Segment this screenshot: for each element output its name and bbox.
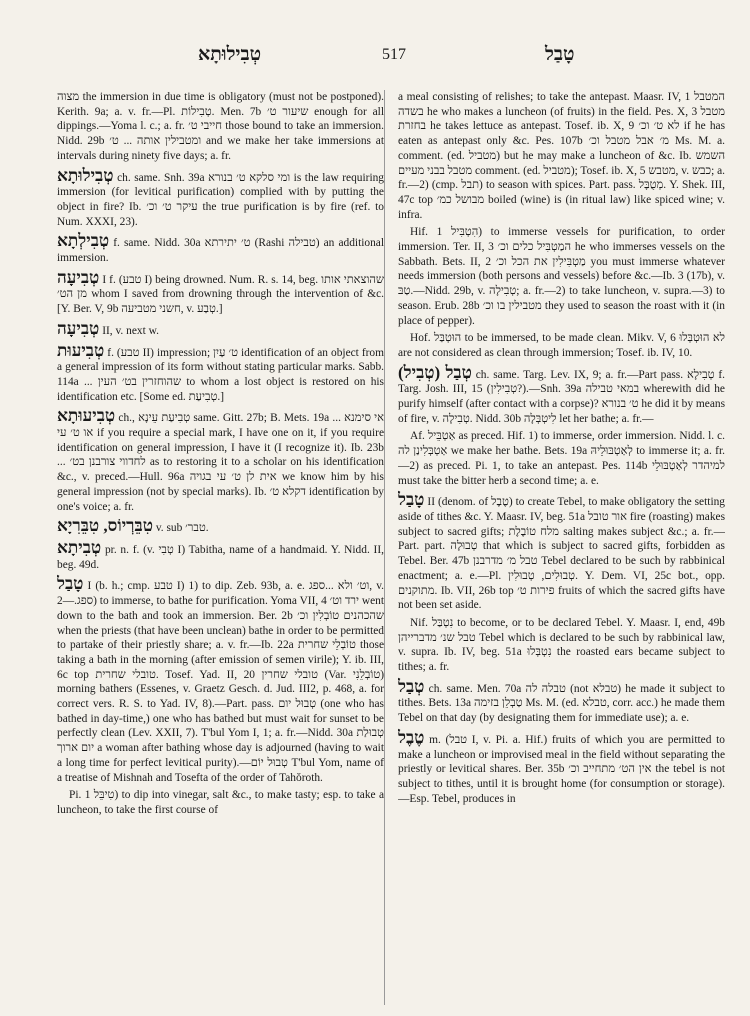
right-column <box>398 90 725 1005</box>
dictionary-entry <box>57 407 384 514</box>
entry-text: Nif. נִטְבַּל to become, or to be declared Tebel. Y. Maasr. I, end, 49b טבל שנ׳ מדברייהן Tebel which is declared to be such by rabbinical law, v. supra. Ib. IV, beg. 51a נִטְבְּלוּ the roasted ears became subject to tithes; a. fr. <box>398 616 725 674</box>
entry-text: II, v. next w. <box>102 324 159 337</box>
entry-text: I f. (טבע I) being drowned. Num. R. s. 14, beg. שהוצאתי אותו מן הט׳ whom I saved from drowning through the intervention of &c. [Y. Ber. V, 9b חשני מטביעה, v. טְבַע.] <box>57 273 384 316</box>
entry-headword: טְבִיעָה <box>57 267 100 287</box>
dictionary-entry <box>57 539 384 572</box>
dictionary-entry <box>398 364 725 427</box>
entry-text: ch. same. Men. 70a טבלה לה (not טבלא) he made it subject to tithes. Bets. 13a טַבְלֵן בזימה Ms. M. (ed. טבלא, corr. acc.) he made them Tebel on that day (by designating them for immediate use); a. e. <box>398 682 725 725</box>
dictionary-entry <box>398 225 725 328</box>
dictionary-entry <box>398 729 725 807</box>
dictionary-entry <box>57 575 384 785</box>
left-running-head: טְבִילוּתָא <box>198 44 262 65</box>
right-running-head: טָבַל <box>545 44 575 65</box>
entry-text: a meal consisting of relishes; to take the antepast. Maasr. IV, 1 המטבל בשדה he who makes a luncheon (of fruits) in the field. Pes. X, 3 מטבל בחזרת he takes lettuce as antepast. Tosef. ib. X, 9 לא ט׳ וכ׳ if he has eaten as antepast only &c. Pes. 107b מ׳ אבל מטבל וכ׳ Ms. M. a. comment. (ed. מטביל) but he may make a luncheon of &c. Ib. השמש מטבל בבני מעיים comment. (ed. מטביל); Tosef. ib. X, 5 מטבש, v. כבש; a. fr.—2) (cmp. תבל) to season with spices. Part. pass. מְטֻבָּל. Y. Shek. III, 47c top מבושל כמ׳ boiled (wine) is (in ritual law) like spiced wine; v. infra. <box>398 91 725 221</box>
entry-text: m. (טבל I, v. Pi. a. Hif.) fruits of which you are permitted to make a luncheon or improvised meal in the field without separating the priestly or levitical shares. Ber. 35b אין הט׳ מתחייב וכ׳ the tebel is not subject to tithes, until it is brought home (for consumption or storage).—Esp. Tebel, produces in <box>398 733 725 805</box>
dictionary-entry <box>57 342 384 405</box>
dictionary-entry <box>57 788 384 817</box>
entry-headword: טְבִילוּתָא <box>57 165 114 185</box>
entry-headword: טְבִיתָא <box>57 537 102 557</box>
entry-text: f. same. Nidd. 30a ט׳ יתירתא (Rashi טבילה) an additional immersion. <box>57 237 384 265</box>
column-divider <box>384 90 385 1005</box>
entry-text: II (denom. of טֶבֶל) to create Tebel, to make obligatory the setting aside of tithes &c. Y. Maasr. IV, beg. 51a אור טובל fire (roasting) makes subject to sacred gifts; מלח טוֹבֶלֶת salting makes subject &c.; a. fr.—Part. part. טְבוּלָה that which is subject to sacred gifts, forbidden as Tebel. Ber. 47b טבל מ׳ מדרבנן Tebel declared to be such by rabbinical enactment; a. e.—Pl. טְבוּלִים, טְבוּלִין. Y. Dem. VI, 25c bot., opp. מתוקנים. Ib. VII, 26b top פירות ט׳ fruits of which the sacred gifts have not been set aside. <box>398 496 725 612</box>
entry-text: ch. same. Snh. 39a ומי סלקא ט׳ בנורא is the law requiring immersion (for levitical purification) complied with by putting the object in fire? Ib. עיקר ט׳ וכ׳ the true purification is by fire (ref. to Num. XXXI, 23). <box>57 171 384 228</box>
dictionary-entry <box>398 90 725 222</box>
entry-headword: טֶבֶל <box>398 727 425 747</box>
dictionary-entry <box>398 491 725 613</box>
entry-headword: טָבַל <box>398 490 425 510</box>
entry-text: v. sub טבר׳. <box>155 522 209 535</box>
dictionary-entry <box>57 232 384 265</box>
dictionary-entry <box>57 167 384 230</box>
entry-text: I (b. h.; cmp. טבע I) 1) to dip. Zeb. 93b, a. e. וט׳ ולא ...ספג, v. ספג.—2) to immerse, to bathe for purification. Yoma VII, 4 ירד וט׳ went down to the bath and took an immersion. Ber. 2b שהכהנים טוֹבְלִין וכ׳ when the priests (that have been unclean) bathe in order to be permitted to partake of their priestly share; a. v. fr.—Ib. 22a טוֹבְלֵי שחרית those taking a bath in the morning (after emission of semen virile); Y. ib. III, 6c top טובלי שחרית. Tosef. Yad. II, 20 טובלי שחרין (Var. טוֹבְלֵנִי) morning bathers (Essenes, v. Graetz Gesch. d. Jud. III2, p. 468, a. for correct vers. R. S. to Yad. IV, 8).—Part. pass. טְבוּל יום (one who has bathed in day-time,) one who has bathed but must wait for sunset to be perfectly clean (Lev. XXII, 7). T'bul Yom I, 1; a. fr.—Nidd. 30a טְבוּלַת יום ארוך a woman after bathing whose day is adjourned (having to wait a long time for perfect levitical purity).—טְבוּל יוֹם T'bul Yom, name of a treatise of Mishnah and Tosefta of the order of Tahŏroth. <box>57 580 384 784</box>
entry-text: Hif. הִטְבִּיל 1) to immerse vessels for purification, to order immersion. Ter. II, 3 המַטְבִּיל כלים וכ׳ he who immerses vessels on the Sabbath. Bets. II, 2 מַטְבִּילִין את הכל וכ׳ you must immerse whatever needs immersion (both persons and vessels) before &c.—Ib. 3 (17b), v. טַבּ.—Nidd. 29b, v. טְבִילָה; a. fr.—2) to take luncheon, v. supra.—3) to season. Erub. 28b מטבילין בו וכ׳ they used to season the roast with it (in place of pepper). <box>398 226 725 327</box>
entry-text: ch. same. Targ. Lev. IX, 9; a. fr.—Part pass. טְבִילָא f. Targ. Josh. III, 15 (טְבִילִין?).—Snh. 39a במאי טבילה wherewith did he purify himself (after contact with a corpse)? ט׳ בנורא he did it by means of fire, v. טְבִילָה. Nidd. 30b לִיטְבְּלָה let her bathe; a. fr.— <box>398 368 725 425</box>
dictionary-entry <box>398 429 725 488</box>
entry-text: מצוה the immersion in due time is obligatory (must not be postponed). Kerith. 9a; a. v. fr.—Pl. טְבִילוֹת. Men. 7b שיעור ט׳ enough for all dippings.—Yoma l. c.; a. fr. חייבי ט׳ those bound to take an immersion. Nidd. 29b ומטבילין אותה ... ט׳ and we make her take immersions at intervals during ninety five days; a. fr. <box>57 91 384 162</box>
entry-text: ch., טְבִיעַת עֵינָא same. Gitt. 27b; B. Mets. 19a אי סימנא ... או ט׳ עי if you require a special mark, I have one on it, if you require identification on general impression, I have it (I recognize it). Ib. 23b ... לחדווי צורבנן בט׳ as to restoring it to a scholar on his identification &c., v. preced.—Hull. 96a אית לן ט׳ עי בגויה we know him by his general impression (not by special marks). Ib. דקלא ט׳ identification by one's voice; a. fr. <box>57 412 384 513</box>
entry-headword: טְבַל <box>398 676 425 696</box>
dictionary-entry <box>57 320 384 339</box>
entry-headword: טָבַל <box>57 574 84 594</box>
entry-text: pr. n. f. (v. טְבִי I) Tabitha, name of a handmaid. Y. Nidd. II, beg. 49d. <box>57 543 384 571</box>
dictionary-entry <box>398 331 725 360</box>
entry-text: Pi. טִיבֵּל 1) to dip into vinegar, salt &c., to make tasty; esp. to take a luncheon, to take the first course of <box>57 789 384 816</box>
entry-headword: טְבִילְתָא <box>57 231 110 251</box>
dictionary-entry <box>398 678 725 726</box>
entry-headword: טְבַל (טְבִיל) <box>398 362 472 382</box>
dictionary-entry <box>57 90 384 164</box>
entry-headword: טְבִיעָה <box>57 318 100 338</box>
entry-text: Af. אַטְבֵּיל as preced. Hif. 1) to immerse, order immersion. Nidd. l. c. אַטְבְּלִינַן לה we make her bathe. Bets. 19a לְאַטְבּוּלֵיהּ to immerse it; a. fr.—2) as preced. Pi. 1, to take an antepast. Pes. 114b למיהדר לְאַטְבּוּלֵי must take the bitter herb a second time; a. e. <box>398 430 725 487</box>
page-header <box>0 44 750 74</box>
entry-text: f. (טבע II) impression; ט׳ עַיִן identification of an object from a general impression of its form without stating particular marks. Sabb. 114a ... שהוחזרין בט׳ העין to whom a lost object is restored on his identification etc. [Some ed. טְבִיעַת.] <box>57 346 384 403</box>
dictionary-entry <box>57 269 384 317</box>
dictionary-entry <box>57 517 384 536</box>
page-number: 517 <box>382 46 406 63</box>
entry-text: Hof. הוּטְבַּל to be immersed, to be made clean. Mikv. V, 6 לא הוּטְבְּלוּ are not considered as clean through immersion; Tosef. ib. IV, 10. <box>398 332 725 359</box>
entry-headword: טְבִיעוּתָא <box>57 406 116 426</box>
entry-headword: טִבֵּרְיוֹס, טִבֵּרִיָא <box>57 516 153 536</box>
dictionary-entry <box>398 616 725 675</box>
left-column <box>57 90 384 1005</box>
entry-headword: טְבִיעוּת <box>57 340 105 360</box>
